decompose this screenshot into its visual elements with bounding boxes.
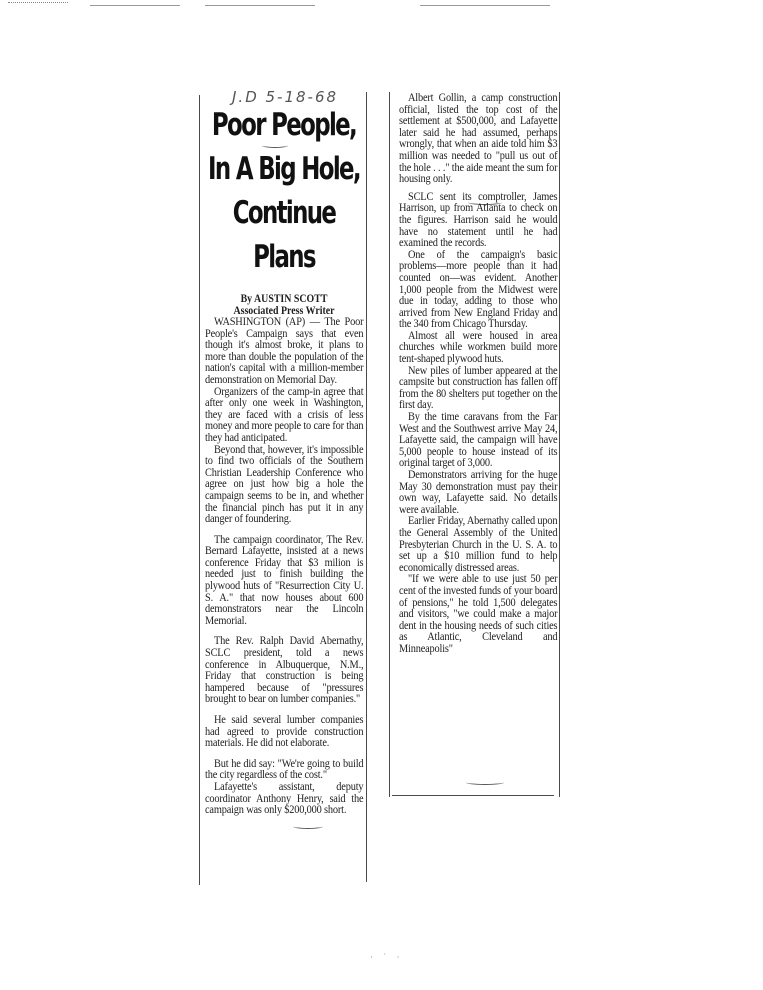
article-paragraph: Organizers of the camp-in agree that after only one week in Washington, they are faced with a crisis of less money and more people to care for than they had anticipated.	[205, 385, 364, 444]
article-paragraph: Earlier Friday, Abernathy called upon the General Assembly of the United Presbyterian Church in the U. S. A. to set up a $10 million fund to help economically distressed areas.	[399, 515, 558, 574]
article-paragraph: Almost all were housed in area churches while workmen build more tent-shaped plywood huts.	[399, 329, 558, 366]
article-paragraph: SCLC sent its comptroller, James Harrison, up from Atlanta to check on the figures. Harrison said he would have no statement until he had examined the records.	[399, 190, 558, 250]
article-paragraph: "If we were able to use just 50 per cent of the invested funds of your board of pensions," he told 1,500 delegates and visitors, "we could make a major dent in the housing needs of such cities as Atlantic, Cleveland and Minneapolis"	[399, 573, 558, 655]
handwritten-date-note: J.D 5-18-68	[232, 88, 339, 106]
article-paragraph: The campaign coordinator, The Rev. Bernard Lafayette, insisted at a news conference Friday that $3 milion is needed just to finish building the plywood huts of "Resurrection City U. S. A." that now houses about 600 demonstrators near the Lincoln Memorial.	[205, 533, 364, 627]
right-column-rule-inner	[559, 92, 560, 797]
scan-edge-line	[205, 5, 315, 6]
right-article-column	[399, 93, 558, 656]
byline	[216, 293, 352, 317]
paragraph-mark	[293, 824, 323, 829]
article-paragraph: New piles of lumber appeared at the campsite but construction has fallen off from the 80 shelters put together on the first day.	[399, 364, 558, 412]
article-paragraph: The Rev. Ralph David Abernathy, SCLC president, told a news conference in Albuquerque, N.M., Friday that construction is being hampered because of "pressures brought to bear on lumber companies."	[205, 635, 364, 706]
scan-edge-line	[90, 5, 180, 6]
article-paragraph: Lafayette's assistant, deputy coordinator Anthony Henry, said the campaign was only $200,000 short.	[205, 780, 364, 817]
article-paragraph: But he did say: "We're going to build the city regardless of the cost."	[205, 757, 364, 782]
article-headline	[206, 103, 362, 279]
left-column-rule-outer	[199, 95, 200, 885]
headline-line: Continue Plans	[232, 195, 336, 275]
byline-author: By AUSTIN SCOTT	[240, 293, 328, 305]
headline-line: In A Big Hole,	[208, 151, 360, 187]
scan-smudge	[8, 2, 68, 6]
end-mark	[466, 780, 504, 785]
article-paragraph: By the time caravans from the Far West and the Southwest arrive May 24, Lafayette said, the campaign will have 5,000 people to house instead of its original target of 3,000.	[399, 411, 558, 470]
scan-edge-line	[420, 5, 550, 6]
article-paragraph: He said several lumber companies had agreed to provide construction materials. He did not elaborate.	[205, 714, 364, 750]
right-column-rule-outer	[389, 92, 390, 797]
headline-line: Poor People,	[211, 107, 357, 143]
article-paragraph: Beyond that, however, it's impossible to find two officials of the Southern Christian Leadership Conference who agree on just how big a hole the campaign seems to be in, and whether the financial pinch has put it in any danger of foundering.	[205, 443, 364, 526]
article-paragraph: Demonstrators arriving for the huge May 30 demonstration must pay their own way, Lafayette said. No details were available.	[399, 469, 558, 516]
left-column-rule-inner	[366, 92, 367, 882]
byline-title: Associated Press Writer	[233, 305, 335, 317]
article-paragraph: WASHINGTON (AP) — The Poor People's Campaign says that even though it's almost broke, it plans to more than double the population of the nation's capital with a million-member demonstration on Memorial Day.	[205, 316, 364, 386]
article-paragraph: One of the campaign's basic problems—more people than it had counted on—was evident. Another 1,000 people from the Midwest were due in today, adding to those who arrived from New England Friday and the 340 from Chicago Thursday.	[399, 248, 558, 331]
left-article-column	[205, 103, 363, 817]
scan-specks: · ˙ ·	[370, 952, 404, 962]
article-paragraph: Albert Gollin, a camp construction official, listed the top cost of the settlement at $500,000, and Lafayette later said he had assumed, perhaps wrongly, that when an aide told him $3 million was needed to "pull us out of the hole . . ." the aide meant the sum for housing only.	[399, 92, 558, 186]
right-column-bottom-rule	[392, 795, 554, 796]
